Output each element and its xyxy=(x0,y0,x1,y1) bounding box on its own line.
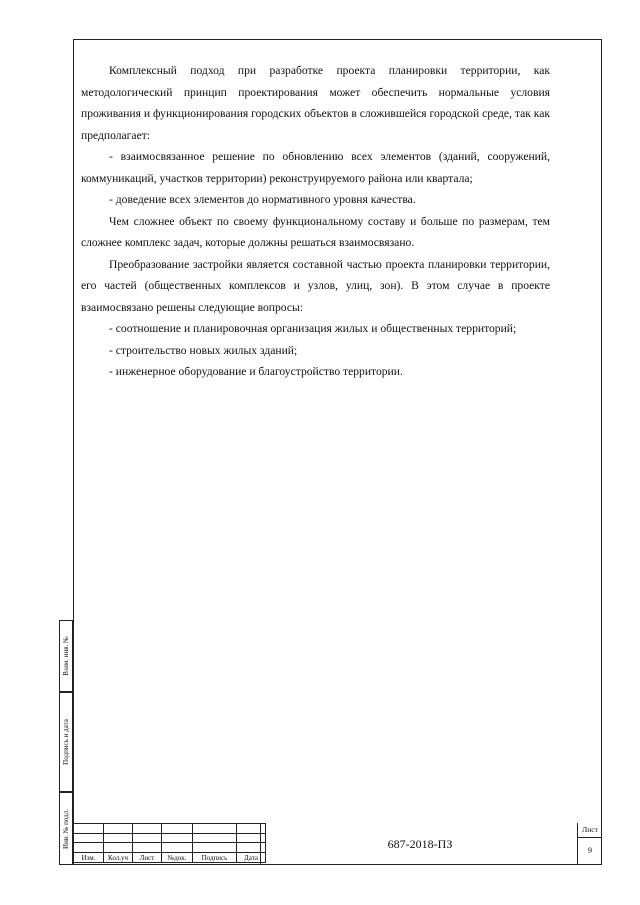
col-list: Лист xyxy=(133,853,162,863)
col-ndok: №док. xyxy=(162,853,193,863)
paragraph: - соотношение и планировочная организация жилых и общественных территорий; xyxy=(109,322,517,335)
side-label-inv-podl: Инв. № подл. xyxy=(62,808,70,849)
side-label-vzam-inv: Взам. инв. № xyxy=(62,636,70,676)
side-cell-podpis-data xyxy=(59,692,73,792)
side-label-podpis-data: Подпись и дата xyxy=(62,719,70,765)
document-body xyxy=(81,60,550,383)
title-block xyxy=(73,823,602,865)
sheet-label: Лист xyxy=(577,823,602,838)
side-stamp xyxy=(59,620,73,865)
sheet-number: 9 xyxy=(577,837,602,865)
side-cell-vzam-inv xyxy=(59,620,73,692)
paragraph: Комплексный подход при разработке проекта планировки территории, как методологический принцип проектирования может обеспечить нормальные условия проживания и функционирования городских объектов в сложившейся городской среде, так как предполагает: xyxy=(81,64,550,142)
col-izm: Изм. xyxy=(74,853,104,863)
col-podpis: Подпись xyxy=(193,853,237,863)
paragraph: - взаимосвязанное решение по обновлению всех элементов (зданий, сооружений, коммуникаций, участков территории) реконструируемого района или квартала; xyxy=(81,150,550,185)
paragraph: Чем сложнее объект по своему функциональному составу и больше по размерам, тем сложнее комплекс задач, которые должны решаться взаимосвязано. xyxy=(81,214,550,249)
document-code: 687-2018-ПЗ xyxy=(260,823,579,865)
paragraph: - инженерное оборудование и благоустройство территории. xyxy=(109,365,403,378)
paragraph: - доведение всех элементов до нормативного уровня качества. xyxy=(109,193,416,206)
col-kol-uch: Кол.уч xyxy=(104,853,133,863)
revision-table xyxy=(73,823,266,863)
paragraph: Преобразование застройки является составной частью проекта планировки территории, его частей (общественных комплексов и узлов, улиц, зон). В этом случае в проекте взаимосвязано решены следующие вопросы: xyxy=(81,257,550,314)
paragraph: - строительство новых жилых зданий; xyxy=(109,343,298,357)
col-data: Дата xyxy=(237,853,266,863)
side-cell-inv-podl xyxy=(59,792,73,865)
